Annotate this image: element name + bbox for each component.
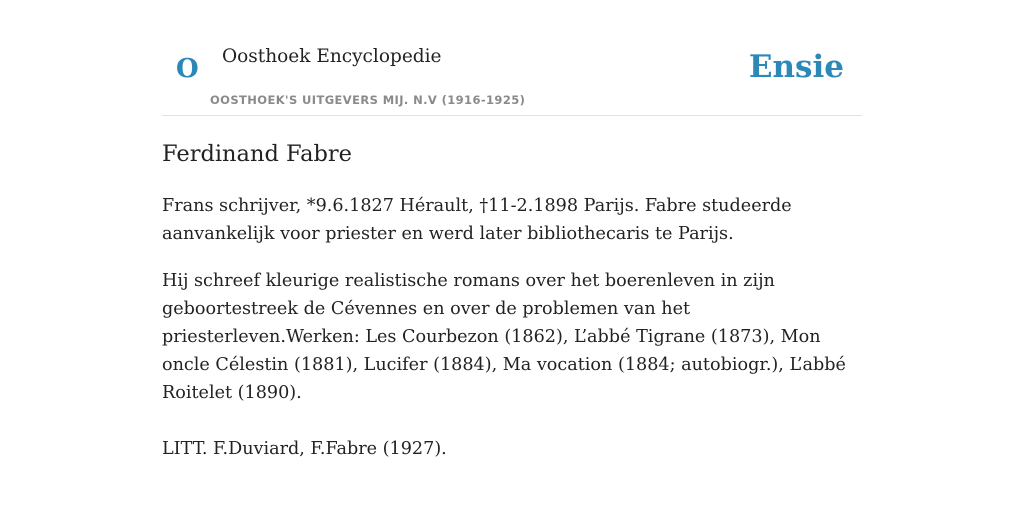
source-title-link[interactable]: Oosthoek Encyclopedie bbox=[222, 46, 442, 67]
article-paragraph-2: Hij schreef kleurige realistische romans over het boerenleven in zijn geboortestreek de Cévennes en over de problemen van het priesterleven.Werken: Les Courbezon (1862), L’abbé Tigrane (1873), Mon oncle Célestin (1881), Lucifer (1884), Ma vocation (1884; autobiogr.), L’abbé Roitelet (1890). bbox=[162, 271, 846, 403]
source-header bbox=[162, 40, 862, 116]
source-logo[interactable]: O bbox=[176, 54, 199, 84]
article-title: Ferdinand Fabre bbox=[162, 141, 352, 167]
article-paragraph-1: Frans schrijver, *9.6.1827 Hérault, †11-2.1898 Parijs. Fabre studeerde aanvankelijk voor priester en werd later bibliothecaris te Parijs. bbox=[162, 196, 792, 244]
article bbox=[162, 137, 862, 463]
ensie-logo-link[interactable]: Ensie bbox=[748, 49, 844, 85]
article-literature: LITT. F.Duviard, F.Fabre (1927). bbox=[162, 439, 447, 459]
source-subtitle: OOSTHOEK'S UITGEVERS MIJ. N.V (1916-1925) bbox=[210, 93, 526, 107]
